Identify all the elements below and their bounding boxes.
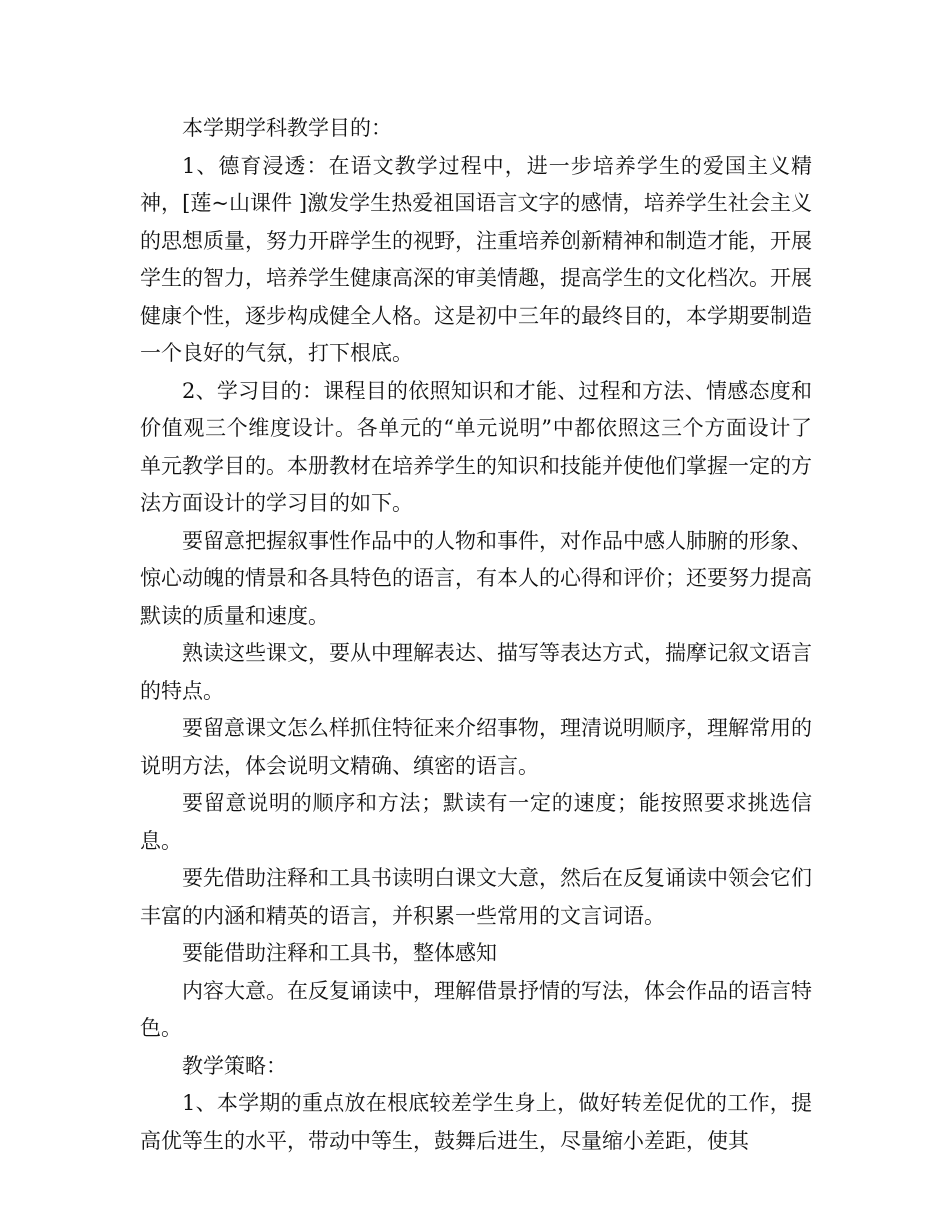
paragraph-content-meaning: 内容大意。在反复诵读中，理解借景抒情的写法，体会作品的语言特色。 — [140, 978, 812, 1040]
paragraph-narrative-works: 要留意把握叙事性作品中的人物和事件，对作品中感人肺腑的形象、惊心动魄的情景和各具特色的语言，有本人的心得和评价；还要努力提高默读的质量和速度。 — [140, 528, 812, 628]
paragraph-explanation-order: 要留意说明的顺序和方法；默读有一定的速度；能按照要求挑选信息。 — [140, 791, 812, 853]
paragraph-annotations: 要能借助注释和工具书，整体感知 — [182, 941, 497, 965]
paragraph-classical-texts: 要先借助注释和工具书读明白课文大意，然后在反复诵读中领会它们丰富的内涵和精英的语言，并积累一些常用的文言词语。 — [140, 866, 812, 928]
document-page — [140, 110, 812, 1160]
paragraph-heading-goals: 本学期学科教学目的： — [182, 116, 392, 140]
paragraph-moral-education: 1、德育浸透：在语文教学过程中，进一步培养学生的爱国主义精神，[莲~山课件 ]激发学生热爱祖国语言文字的感情，培养学生社会主义的思想质量，努力开辟学生的视野，注重培养创新精神和制造才能，开展学生的智力，培养学生健康高深的审美情趣，提高学生的文化档次。开展健康个性，逐步构成健全人格。这是初中三年的最终目的，本学期要制造一个良好的气氛，打下根底。 — [140, 153, 812, 365]
paragraph-heading-strategy: 教学策略： — [182, 1053, 287, 1078]
paragraph-learning-goals: 2、学习目的：课程目的依照知识和才能、过程和方法、情感态度和价值观三个维度设计。各单元的“单元说明”中都依照这三个方面设计了单元教学目的。本册教材在培养学生的知识和技能并使他们掌握一定的方法方面设计的学习目的如下。 — [140, 378, 812, 515]
paragraph-expository-texts: 要留意课文怎么样抓住特征来介绍事物，理清说明顺序，理解常用的说明方法，体会说明文精确、缜密的语言。 — [140, 716, 812, 778]
paragraph-strategy-1: 1、本学期的重点放在根底较差学生身上，做好转差促优的工作，提高优等生的水平，带动中等生，鼓舞后进生，尽量缩小差距，使其 — [140, 1091, 812, 1153]
paragraph-read-texts: 熟读这些课文，要从中理解表达、描写等表达方式，揣摩记叙文语言的特点。 — [140, 641, 812, 703]
